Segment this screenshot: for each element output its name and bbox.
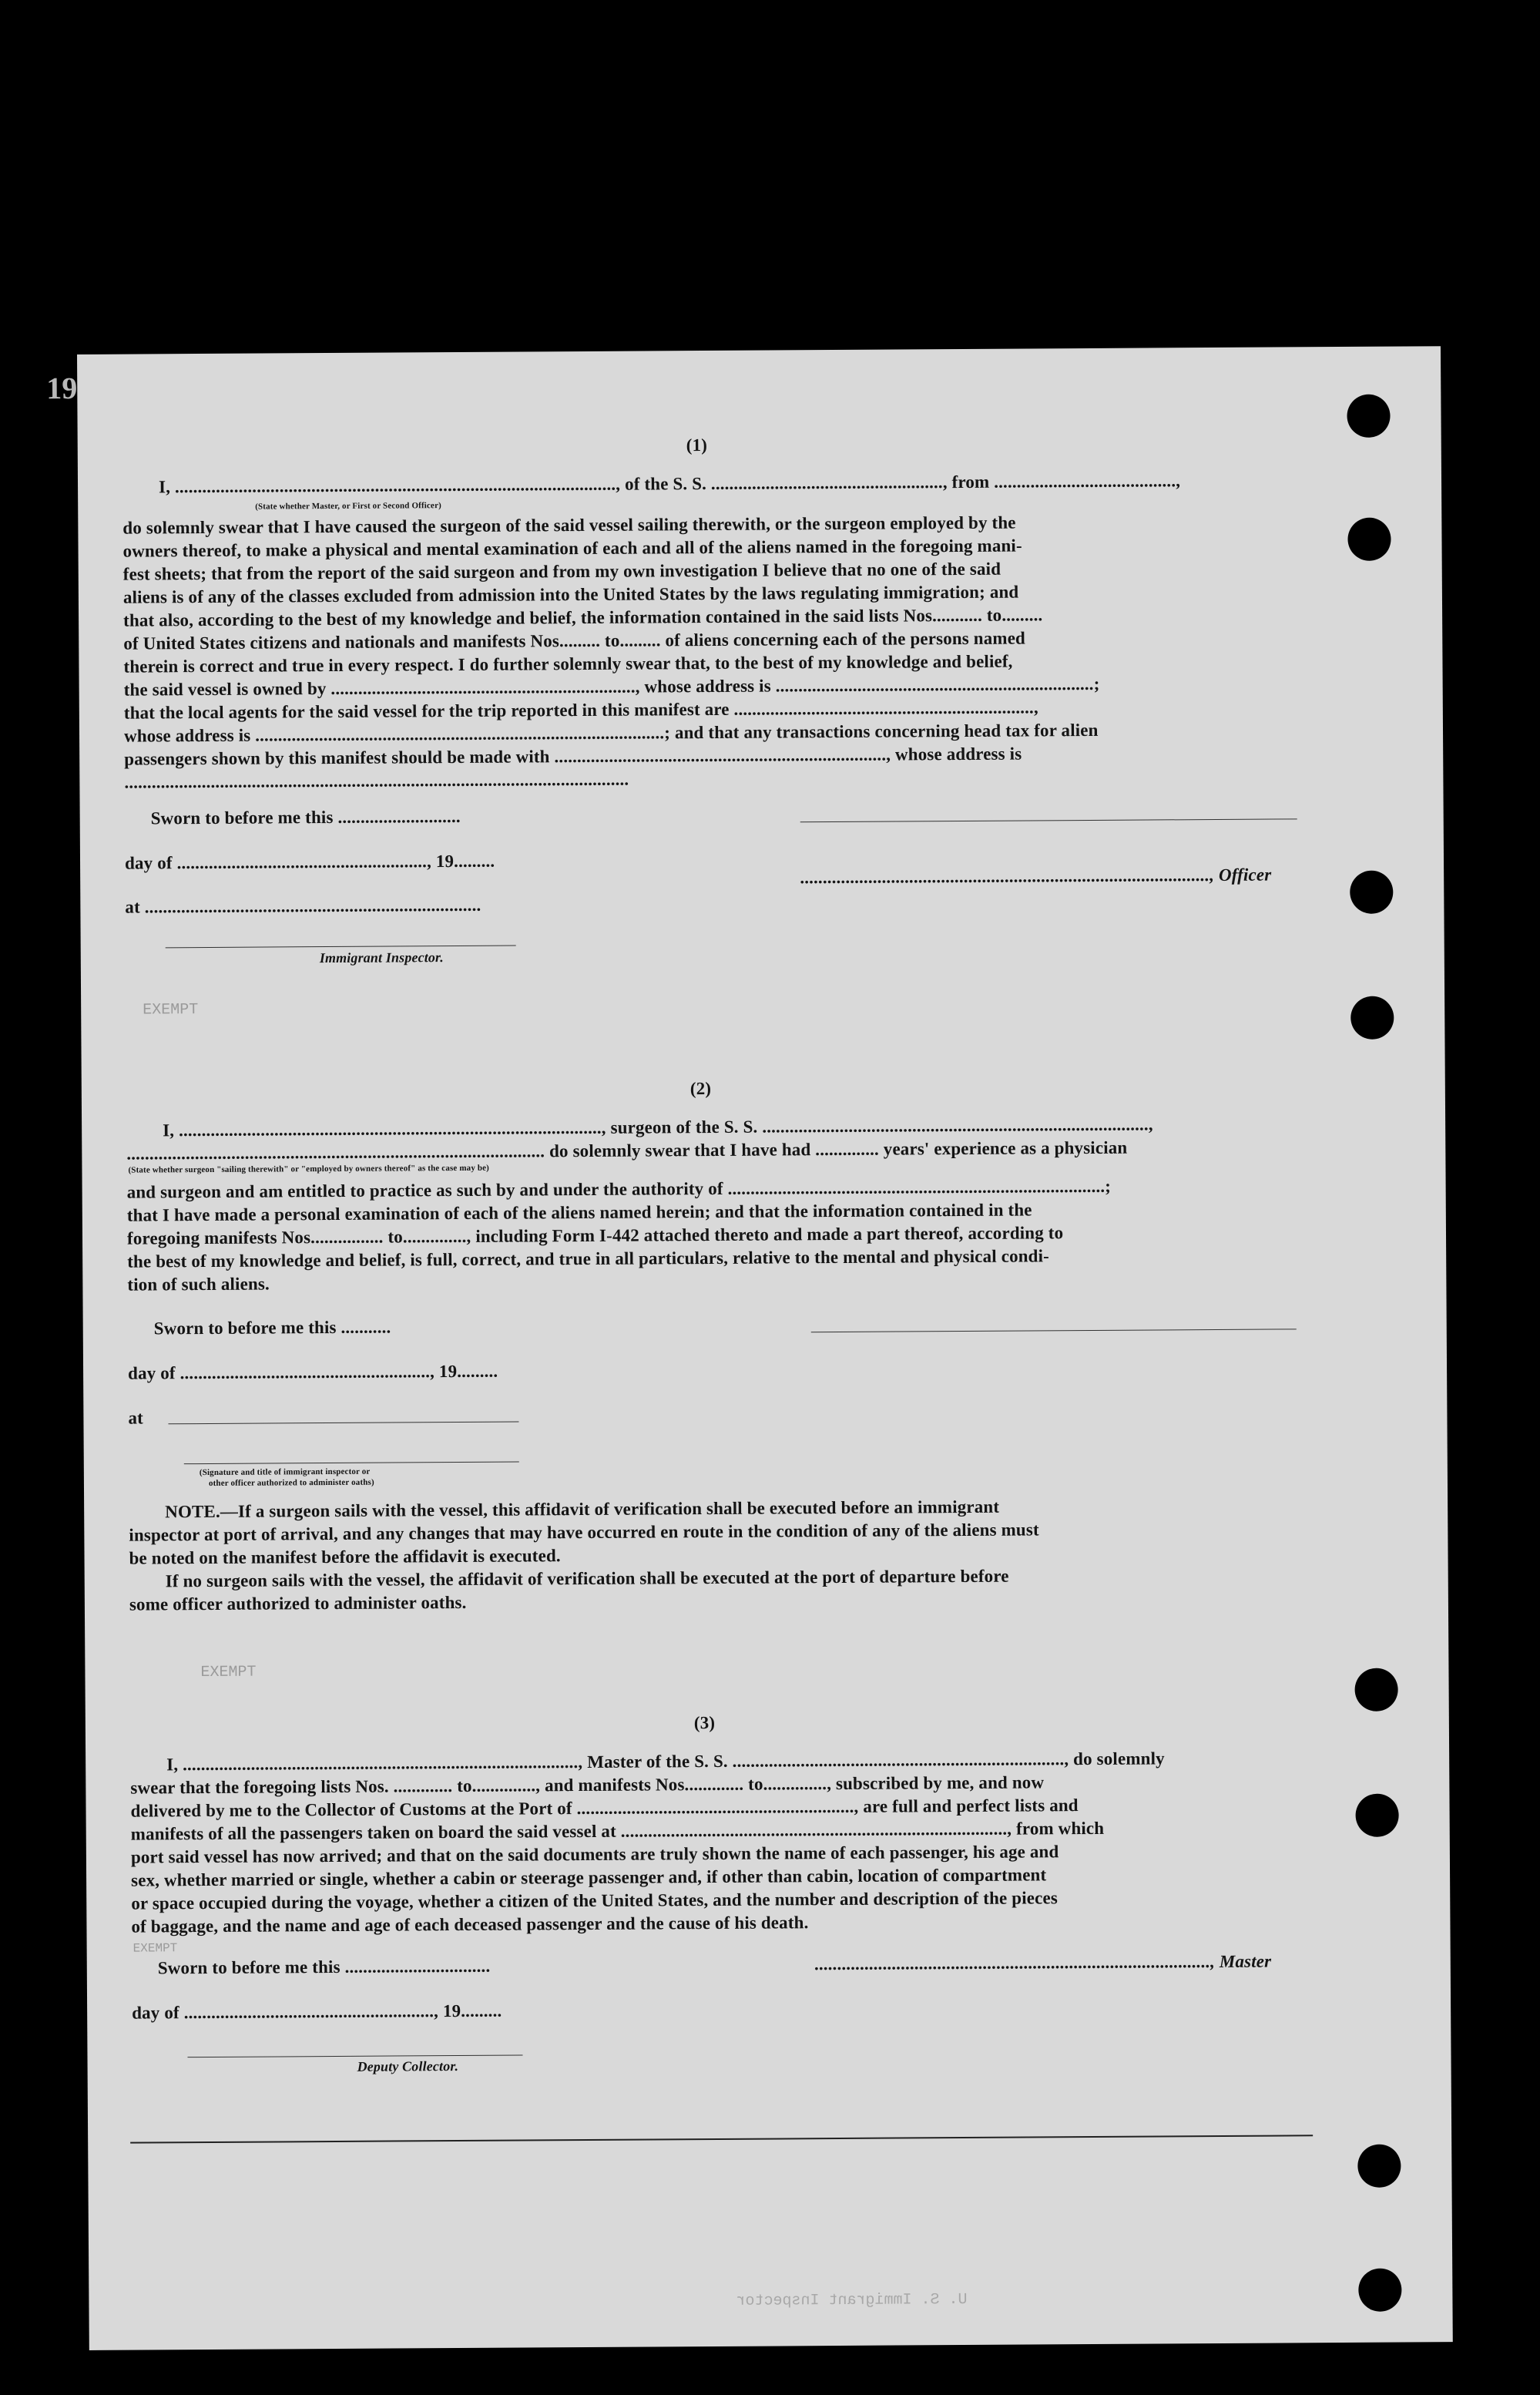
punch-hole [1347, 395, 1390, 438]
section-2-note-line: If no surgeon sails with the vessel, the affidavit of verification shall be executed at the port of departure before [165, 1566, 1009, 1591]
punch-hole [1355, 1794, 1398, 1837]
section-1-body-line: of United States citizens and nationals and manifests Nos......... to......... of aliens concerning each of the persons named [123, 628, 1026, 653]
section-2-body-line: that I have made a personal examination of each of the aliens named herein; and that the information contained in the [126, 1200, 1032, 1225]
punch-hole [1358, 2269, 1401, 2312]
exempt-stamp: EXEMPT [200, 1663, 257, 1682]
section-3-body-line: I, ......................................................................................., Master of the S. S. ........................................................................., do solemnly [166, 1748, 1165, 1775]
section-1-body-line: ............................................................................................................... [124, 769, 629, 792]
form-page [46, 346, 1453, 2350]
exempt-stamp: EXEMPT [143, 1001, 199, 1019]
punch-hole [1350, 996, 1394, 1040]
section-2-note-line: NOTE.—If a surgeon sails with the vessel, this affidavit of verification shall be executed before an immigrant [165, 1496, 1000, 1522]
section-1-body-line: that also, according to the best of my knowledge and belief, the information contained in the said lists Nos........... to......... [123, 605, 1043, 630]
section-2-number: (2) [689, 1078, 712, 1099]
section-2-body-line: foregoing manifests Nos................ to.............., including Form I-442 attached thereto and made a part thereof, according to [126, 1223, 1064, 1248]
section-1-line-note: (State whether Master, or First or Second Officer) [255, 501, 441, 512]
section-2-note-line: inspector at port of arrival, and any changes that may have occurred en route in the condition of any of the aliens must [129, 1520, 1039, 1545]
section-2-body-line: the best of my knowledge and belief, is full, correct, and true in all particulars, relative to the mental and physical condi- [127, 1246, 1050, 1271]
section-3-day: day of ......................................................., 19......... [132, 2000, 502, 2023]
section-1-body-line: the said vessel is owned by ..................................................................., whose address is ......................................................................; [123, 673, 1100, 700]
section-1-body-line: passengers shown by this manifest should be made with ........................................................................., whose address is [124, 744, 1022, 769]
section-3-body-line: or space occupied during the voyage, whether a citizen of the United States, and the number and description of the pieces [131, 1888, 1058, 1913]
section-3-collector: Deputy Collector. [357, 2058, 459, 2074]
section-1-oath-line: I, ................................................................................................., of the S. S. ..................................................., from ........................................, [158, 471, 1181, 497]
section-3-sworn: Sworn to before me this ................................ [157, 1956, 491, 1978]
section-1-inspector: Immigrant Inspector. [319, 949, 444, 966]
section-3-body-line: port said vessel has now arrived; and that on the said documents are truly shown the name of each passenger, his age and [130, 1842, 1059, 1867]
section-3-body-line: of baggage, and the name and age of each deceased passenger and the cause of his death. [131, 1913, 809, 1936]
section-2-body-line: tion of such aliens. [127, 1274, 270, 1295]
section-2-oath-line: I, ............................................................................................., surgeon of the S. S. ....................................................................................., [163, 1114, 1153, 1140]
section-1-body-line: therein is correct and true in every respect. I do further solemnly swear that, to the best of my knowledge and belief, [123, 651, 1013, 677]
section-3-body-line: swear that the foregoing lists Nos. ............. to.............., and manifests Nos............. to.............., subscribed by me, and now [130, 1772, 1045, 1798]
section-2-day: day of ......................................................., 19......... [128, 1361, 498, 1383]
bleed-through-number: 19 [46, 370, 78, 406]
section-1-officer: .........................................................................................., Officer [800, 865, 1272, 888]
signature-line [184, 1462, 519, 1465]
section-3-number: (3) [693, 1712, 716, 1733]
signature-line [166, 946, 516, 949]
section-3-body-line: sex, whether married or single, whether a cabin or steerage passenger and, if other than cabin, location of compartment [131, 1865, 1047, 1890]
section-3-body-line: manifests of all the passengers taken on board the said vessel at ....................................................................................., from which [130, 1818, 1105, 1844]
section-2-line-note: (State whether surgeon "sailing therewith" or "employed by owners thereof" as the case may be) [128, 1163, 489, 1175]
punch-hole [1354, 1668, 1397, 1711]
section-2-body-line: and surgeon and am entitled to practice as such by and under the authority of ...................................................................................; [126, 1176, 1112, 1202]
signature-line [168, 1422, 518, 1425]
section-1-body-line: aliens is of any of the classes excluded from admission into the United States by the laws regulating immigration; and [122, 582, 1019, 607]
section-2-sworn: Sworn to before me this ........... [153, 1317, 391, 1339]
exempt-stamp: EXEMPT [133, 1941, 178, 1956]
signature-line [800, 818, 1297, 822]
section-1-body-line: fest sheets; that from the report of the said surgeon and from my own investigation I believe that no one of the said [122, 559, 1002, 584]
section-3-master: ......................................................................................., Master [814, 1951, 1272, 1974]
signature-line [811, 1329, 1297, 1332]
section-2-at: at [128, 1408, 143, 1428]
section-2-signature-note: other officer authorized to administer oaths) [208, 1477, 374, 1488]
section-2-note-line: be noted on the manifest before the affidavit is executed. [129, 1546, 561, 1568]
section-2-signature-note: (Signature and title of immigrant inspector or [199, 1466, 371, 1478]
section-2-experience-line: ............................................................................................ do solemnly swear that I have had .............. years' experience as a physician [126, 1137, 1128, 1164]
punch-hole [1357, 2145, 1401, 2188]
section-1-body-line: owners thereof, to make a physical and mental examination of each and all of the aliens named in the foregoing mani- [122, 536, 1022, 561]
bottom-rule [130, 2135, 1313, 2143]
punch-hole [1347, 518, 1391, 561]
section-3-body-line: delivered by me to the Collector of Customs at the Port of ............................................................., are full and perfect lists and [130, 1795, 1079, 1821]
section-1-sworn: Sworn to before me this ........................... [150, 806, 461, 828]
section-2-note-line: some officer authorized to administer oaths. [129, 1592, 467, 1614]
bleed-through-stamp: U. S. Immigrant Inspector [736, 2290, 968, 2310]
signature-line [187, 2055, 522, 2058]
section-1-day: day of ......................................................., 19......... [124, 851, 495, 873]
section-1-number: (1) [686, 435, 708, 455]
section-1-body-line: do solemnly swear that I have caused the surgeon of the said vessel sailing therewith, or the surgeon employed by the [122, 512, 1016, 538]
punch-hole [1350, 871, 1393, 914]
section-1-at: at .......................................................................... [125, 895, 481, 917]
section-1-body-line: whose address is ..........................................................................................; and that any transactions concerning head tax for alien [123, 720, 1099, 746]
section-1-body-line: that the local agents for the said vessel for the trip reported in this manifest are .................................................................., [123, 697, 1038, 723]
